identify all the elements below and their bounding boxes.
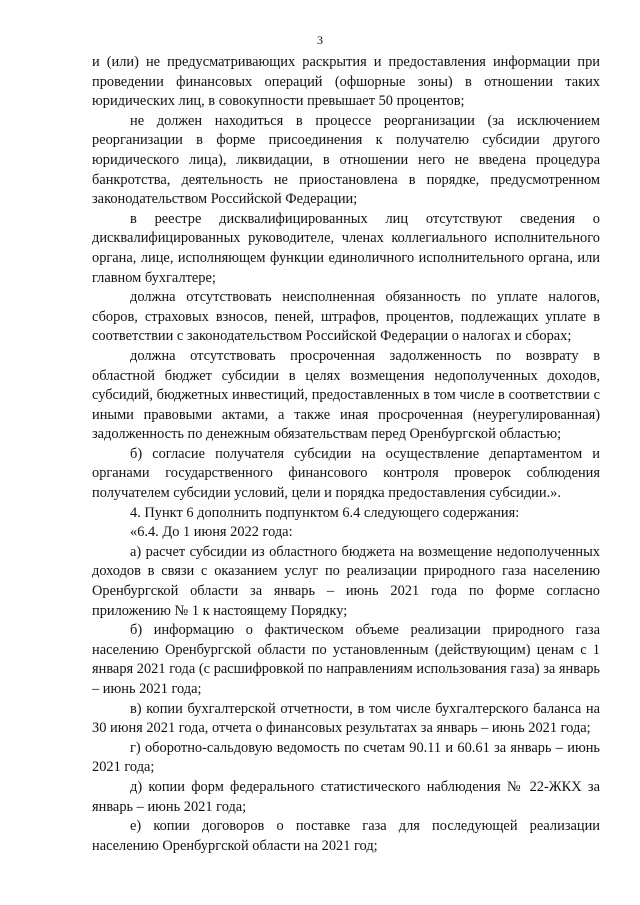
paragraph-6-4-a: а) расчет субсидии из областного бюджета на возмещение недополученных доходов в связи с оказанием услуг по реализации природного газа населению Оренбургской области за январь – июнь 2021 года по форме согласно приложению № 1 к настоящему Порядку; xyxy=(92,543,600,619)
paragraph-6-4-b: б) информацию о фактическом объеме реализации природного газа населению Оренбургской области по установленным (действующим) ценам с 1 января 2021 года (с расшифровкой по направлениям использования газа) за январь – июнь 2021 года; xyxy=(92,622,600,697)
paragraph-item-4: 4. Пункт 6 дополнить подпунктом 6.4 следующего содержания: xyxy=(130,504,520,521)
document-body xyxy=(92,53,600,856)
paragraph-overdue-debt: должна отсутствовать просроченная задолженность по возврату в областной бюджет субсидии в целях возмещения недополученных доходов, субсидий, бюджетных инвестиций, предоставленных в том числе в соответствии с иными правовыми актами, а также иная просроченная (неурегулированная) задолженность по денежным обязательствам перед Оренбургской областью; xyxy=(92,347,600,443)
paragraph-6-4-g: г) оборотно-сальдовую ведомость по счетам 90.11 и 60.61 за январь – июнь 2021 года; xyxy=(92,739,600,776)
paragraph-6-4-heading: «6.4. До 1 июня 2022 года: xyxy=(130,524,293,541)
page-number: 3 xyxy=(317,33,323,47)
paragraph-reorganization: не должен находиться в процессе реорганизации (за исключением реорганизации в форме присоединения к получателю субсидии другого юридического лица), ликвидации, в отношении него не введена процедура банкротства, деятельность не приостановлена в порядке, предусмотренном законодательством Российской Федерации; xyxy=(92,112,600,208)
paragraph-offshore: и (или) не предусматривающих раскрытия и предоставления информации при проведении финансовых операций (офшорные зоны) в отношении таких юридических лиц, в совокупности превышает 50 процентов; xyxy=(92,54,600,110)
paragraph-tax-obligations: должна отсутствовать неисполненная обязанность по уплате налогов, сборов, страховых взносов, пеней, штрафов, процентов, подлежащих уплате в соответствии с законодательством Российской Федерации о налогах и сборах; xyxy=(92,289,600,345)
paragraph-6-4-e: е) копии договоров о поставке газа для последующей реализации населению Оренбургской области на 2021 год; xyxy=(92,818,600,854)
paragraph-consent: б) согласие получателя субсидии на осуществление департаментом и органами государственного финансового контроля проверок соблюдения получателем субсидии условий, цели и порядка предоставления субсидии.». xyxy=(92,445,600,502)
paragraph-6-4-v: в) копии бухгалтерской отчетности, в том числе бухгалтерского баланса на 30 июня 2021 года, отчета о финансовых результатах за январь – июнь 2021 года; xyxy=(92,700,600,737)
paragraph-disqualified-registry: в реестре дисквалифицированных лиц отсутствуют сведения о дисквалифицированных руководителе, членах коллегиального исполнительного органа, лице, исполняющем функции единоличного исполнительного органа, или главном бухгалтере; xyxy=(92,210,600,286)
paragraph-6-4-d: д) копии форм федерального статистического наблюдения № 22-ЖКХ за январь – июнь 2021 года; xyxy=(92,778,600,815)
